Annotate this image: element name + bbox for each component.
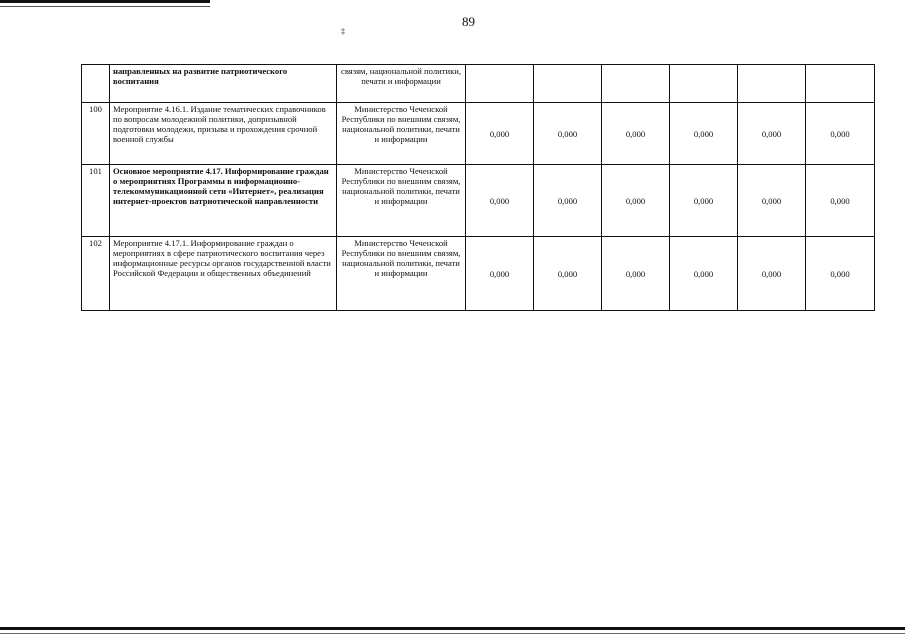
funding-value-cell: 0,000 <box>534 165 602 237</box>
top-border-line <box>0 0 210 3</box>
table-row <box>82 103 875 165</box>
funding-value-cell: 0,000 <box>670 103 738 165</box>
funding-value-cell <box>602 65 670 103</box>
bottom-border-line <box>0 627 905 630</box>
funding-value-cell: 0,000 <box>806 103 875 165</box>
funding-value-cell: 0,000 <box>466 103 534 165</box>
funding-value-cell: 0,000 <box>534 103 602 165</box>
scan-mark: ‡ <box>341 27 345 36</box>
row-number-cell: 101 <box>82 165 110 237</box>
funding-value-cell: 0,000 <box>738 237 806 311</box>
funding-value-cell <box>466 65 534 103</box>
executor-cell: Министерство Чеченской Республики по внешним связям, национальной политики, печати и информации <box>337 237 466 311</box>
table-body <box>82 65 875 311</box>
funding-value-cell: 0,000 <box>806 237 875 311</box>
table-row <box>82 165 875 237</box>
executor-cell: связям, национальной политики, печати и информации <box>337 65 466 103</box>
activity-name-cell: Мероприятие 4.17.1. Информирование граждан о мероприятиях в сфере патриотического воспитания через информационные ресурсы органов государственной власти Российской Федерации и общественных объединений <box>110 237 337 311</box>
funding-value-cell: 0,000 <box>738 165 806 237</box>
funding-value-cell: 0,000 <box>466 165 534 237</box>
funding-value-cell: 0,000 <box>738 103 806 165</box>
activity-name-cell: Основное мероприятие 4.17. Информирование граждан о мероприятиях Программы в информационно-телекоммуникационной сети «Интернет», реализация интернет-проектов патриотической направленности <box>110 165 337 237</box>
funding-value-cell <box>534 65 602 103</box>
table-row <box>82 65 875 103</box>
funding-value-cell: 0,000 <box>670 165 738 237</box>
funding-value-cell: 0,000 <box>806 165 875 237</box>
funding-value-cell: 0,000 <box>534 237 602 311</box>
activity-name-cell: Мероприятие 4.16.1. Издание тематических справочников по вопросам молодежной политики, допризывной подготовки молодежи, призыва и прохождения срочной военной службы <box>110 103 337 165</box>
activity-name-cell: направленных на развитие патриотического воспитания <box>110 65 337 103</box>
table-row <box>82 237 875 311</box>
row-number-cell: 102 <box>82 237 110 311</box>
funding-value-cell <box>806 65 875 103</box>
row-number-cell <box>82 65 110 103</box>
page-number: 89 <box>462 14 475 29</box>
program-activities-table <box>81 64 875 311</box>
funding-value-cell <box>670 65 738 103</box>
bottom-border-line-thin <box>0 633 905 634</box>
executor-cell: Министерство Чеченской Республики по внешним связям, национальной политики, печати и информации <box>337 103 466 165</box>
funding-value-cell <box>738 65 806 103</box>
funding-value-cell: 0,000 <box>670 237 738 311</box>
top-border-line-thin <box>0 6 210 7</box>
row-number-cell: 100 <box>82 103 110 165</box>
executor-cell: Министерство Чеченской Республики по внешним связям, национальной политики, печати и информации <box>337 165 466 237</box>
funding-value-cell: 0,000 <box>602 103 670 165</box>
funding-value-cell: 0,000 <box>602 165 670 237</box>
funding-value-cell: 0,000 <box>466 237 534 311</box>
funding-value-cell: 0,000 <box>602 237 670 311</box>
